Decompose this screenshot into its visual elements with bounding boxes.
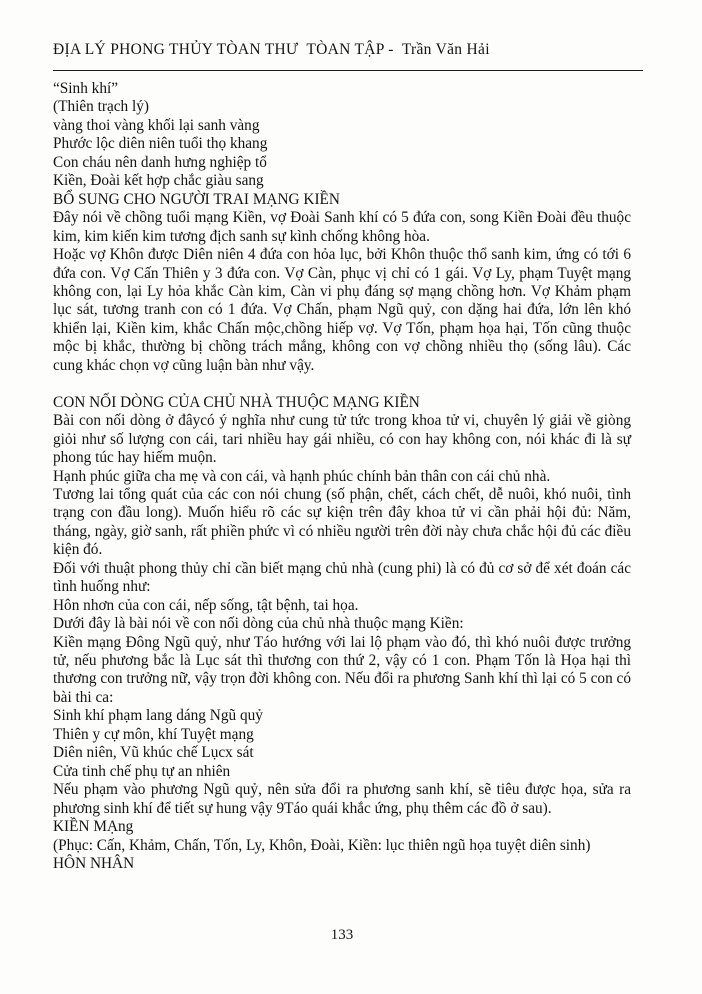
blank-line (53, 375, 631, 393)
text-line: Diên niên, Vũ khúc chế Lụcx sát (53, 744, 254, 762)
text-line: KIỀN MẠng (53, 818, 134, 836)
paragraph: Tương lai tổng quát của các con nói chung (số phận, chết, cách chết, dễ nuôi, khó nuôi, tình trạng con đầu long). Muốn hiểu rõ các sự kiện trên đây khoa tử vi cần phải hội đủ: Năm, tháng, ngày, giờ sanh, rất phiền phức vì có nhiều người trên đời này chưa chắc hội đủ các điều kiện đó. (53, 485, 631, 559)
paragraph: Bài con nối dòng ở đâycó ý nghĩa như cung tử tức trong khoa tử vi, chuyên lý giải về giòng giỏi như số lượng con cái, tari nhiều hay gái nhiều, có con hay không con, nói khác đi là sự phong túc hay hiếm muộn. (53, 412, 631, 467)
page-number: 133 (330, 927, 354, 943)
text-line: Thiên y cự môn, khí Tuyệt mạng (53, 725, 254, 743)
text-line: Hạnh phúc giữa cha mẹ và con cái, và hạnh phúc chính bản thân con cái chủ nhà. (53, 467, 551, 485)
text-line: Phước lộc diên niên tuổi thọ khang (53, 135, 268, 153)
text-line: “Sinh khí” (53, 80, 119, 97)
text-line: Cửa tinh chế phụ tự an nhiên (53, 762, 231, 780)
section-heading: BỔ SUNG CHO NGƯỜI TRAI MẠNG KIỀN (53, 190, 340, 208)
paragraph: Đối với thuật phong thủy chỉ cần biết mạng chủ nhà (cung phi) là có đủ cơ sở để xét đoán các tình huống như: (53, 559, 631, 596)
text-line: Hôn nhơn của con cái, nếp sống, tật bệnh, tai họa. (53, 596, 359, 614)
text-line: Sinh khí phạm lang dáng Ngũ quỷ (53, 707, 263, 725)
header-divider (53, 70, 643, 71)
paragraph: Kiền mạng Đông Ngũ quỷ, như Táo hướng với lai lộ phạm vào đó, thì khó nuôi được trưởng tử, nếu phương bắc là Lục sát thì thương con thứ 2, vậy có 1 con. Phạm Tốn là Họa hại thì thương con trưởng nữ, vậy trọn đời không con. Nếu đổi ra phương Sanh khí thì lại có 5 con có bài thi ca: (53, 633, 631, 706)
paragraph: Hoặc vợ Khôn được Diên niên 4 đứa con hỏa lục, bởi Khôn thuộc thổ sanh kim, ứng có tới 6 đứa con. Vợ Cấn Thiên y 3 đứa con. Vợ Càn, phục vị chỉ có 1 gái. Vợ Ly, phạm Tuyệt mạng không con, lại Ly hỏa khắc Càn kim, Càn vi phụ đáng sợ mạng chồng hơn. Vợ Khảm phạm lục sát, tương tranh con có 1 đứa. Vợ Chấn, phạm Ngũ quỷ, con dặng hai đứa, lớn lên khó khiển lại, Kiền kim, khắc Chấn mộc,chồng hiếp vợ. Vợ Tốn, phạm họa hại, Tốn cũng thuộc mộc bị khắc, thường bị chồng trách mắng, không con vợ chồng nhiều thọ (sống lâu). Các cung khác chọn vợ cũng luận bàn như vậy. (53, 246, 631, 374)
text-line: (Phục: Cấn, Khảm, Chấn, Tốn, Ly, Khôn, Đoài, Kiền: lục thiên ngũ họa tuyệt diên sinh) (53, 836, 591, 854)
text-line: Con cháu nên danh hưng nghiệp tổ (53, 153, 267, 171)
paragraph: Đây nói về chồng tuổi mạng Kiền, vợ Đoài Sanh khí có 5 đứa con, song Kiền Đoài đều thuộc kim, kim kiến kim tương địch sanh sự kình chống không hòa. (53, 209, 631, 245)
document-body (53, 80, 631, 873)
text-line: Kiền, Đoài kết hợp chắc giàu sang (53, 172, 264, 190)
text-line: vàng thoi vàng khối lại sanh vàng (53, 116, 260, 134)
text-line: Dưới đây là bài nói về con nối dòng của chủ nhà thuộc mạng Kiền: (53, 615, 464, 633)
page-header-title: ĐỊA LÝ PHONG THỦY TÒAN THƯ TÒAN TẬP - Trần Văn Hải (53, 41, 490, 58)
text-line: HÔN NHÂN (53, 855, 135, 873)
text-line: (Thiên trạch lý) (53, 98, 149, 116)
section-heading: CON NỐI DÒNG CỦA CHỦ NHÀ THUỘC MẠNG KIỀN (53, 393, 420, 411)
paragraph: Nếu phạm vào phương Ngũ quỷ, nên sửa đổi ra phương sanh khí, sẽ tiêu được họa, sửa ra phương sinh khí để tiết sự hung vậy 9Táo quái khắc ứng, phụ thêm các đồ ở sau). (53, 781, 631, 817)
